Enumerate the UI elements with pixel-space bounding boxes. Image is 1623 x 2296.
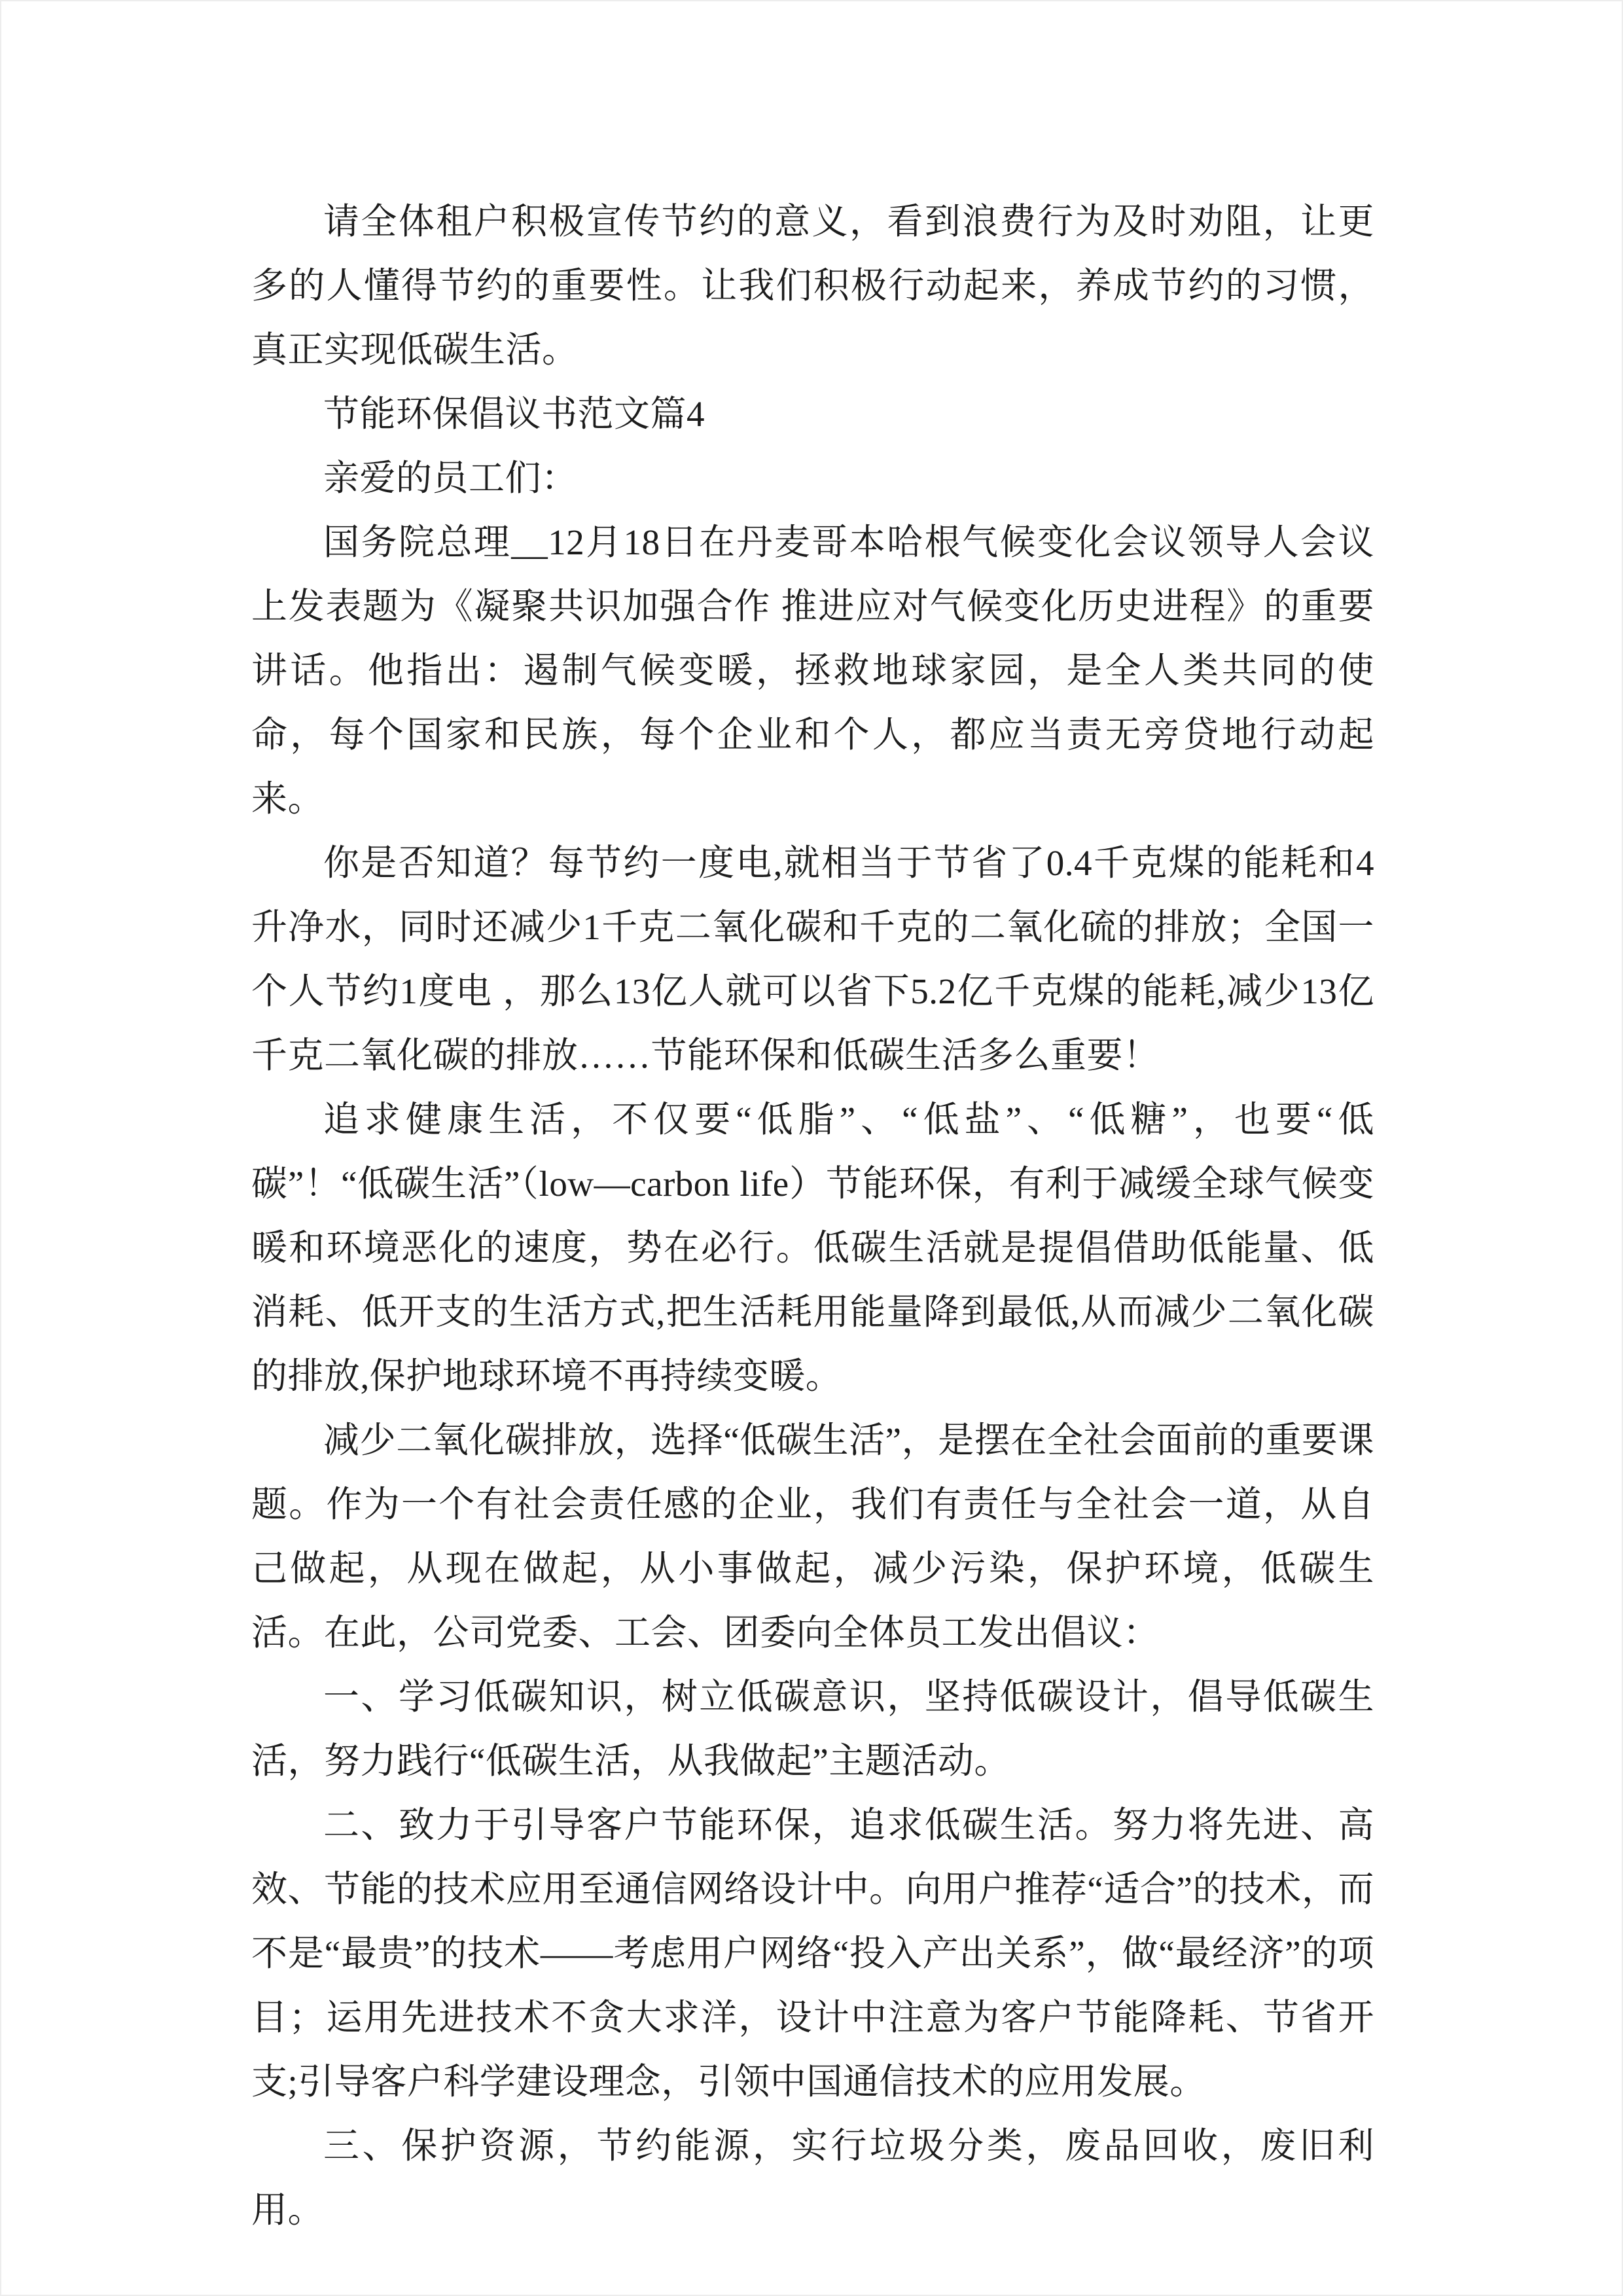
paragraph-item-1: 一、学习低碳知识，树立低碳意识，坚持低碳设计，倡导低碳生活，努力践行“低碳生活，从我做起”主题活动。: [251, 1677, 1374, 1781]
paragraph-conclusion-prev-section: 请全体租户积极宣传节约的意义，看到浪费行为及时劝阻，让更多的人懂得节约的重要性。让我们积极行动起来，养成节约的习惯，真正实现低碳生活。: [251, 202, 1374, 370]
paragraph-low-carbon-life: 追求健康生活，不仅要“低脂”、“低盐”、“低糖”，也要“低碳”！“低碳生活”（low—carbon life）节能环保，有利于减缓全球气候变暖和环境恶化的速度，势在必行。低碳生活就是提倡借助低能量、低消耗、低开支的生活方式,把生活耗用能量降到最低,从而减少二氧化碳的排放,保护地球环境不再持续变暖。: [251, 1100, 1374, 1396]
paragraph-proposal-lead: 减少二氧化碳排放，选择“低碳生活”，是摆在全社会面前的重要课题。作为一个有社会责任感的企业，我们有责任与全社会一道，从自己做起，从现在做起，从小事做起，减少污染，保护环境，低碳生活。在此，公司党委、工会、团委向全体员工发出倡议：: [251, 1420, 1374, 1653]
paragraph-salutation: 亲爱的员工们：: [323, 458, 578, 498]
document-body: [251, 190, 1374, 2242]
paragraph-energy-facts: 你是否知道？每节约一度电,就相当于节省了0.4千克煤的能耗和4升净水，同时还减少1千克二氧化碳和千克的二氧化硫的排放；全国一个人节约1度电 ，那么13亿人就可以省下5.2亿千克煤的能耗,减少13亿千克二氧化碳的排放……节能环保和低碳生活多么重要！: [251, 843, 1374, 1075]
paragraph-intro-speech: 国务院总理__12月18日在丹麦哥本哈根气候变化会议领导人会议上发表题为《凝聚共识加强合作 推进应对气候变化历史进程》的重要讲话。他指出：遏制气候变暖，拯救地球家园，是全人类共同的使命，每个国家和民族，每个企业和个人，都应当责无旁贷地行动起来。: [251, 522, 1374, 819]
paragraph-item-3: 三、保护资源，节约能源，实行垃圾分类，废品回收，废旧利用。: [251, 2126, 1374, 2230]
paragraph-item-2: 二、致力于引导客户节能环保，追求低碳生活。努力将先进、高效、节能的技术应用至通信网络设计中。向用户推荐“适合”的技术，而不是“最贵”的技术——考虑用户网络“投入产出关系”，做“最经济”的项目；运用先进技术不贪大求洋，设计中注意为客户节能降耗、节省开支;引导客户科学建设理念，引领中国通信技术的应用发展。: [251, 1805, 1374, 2102]
paragraph-section-title: 节能环保倡议书范文篇4: [323, 394, 705, 434]
